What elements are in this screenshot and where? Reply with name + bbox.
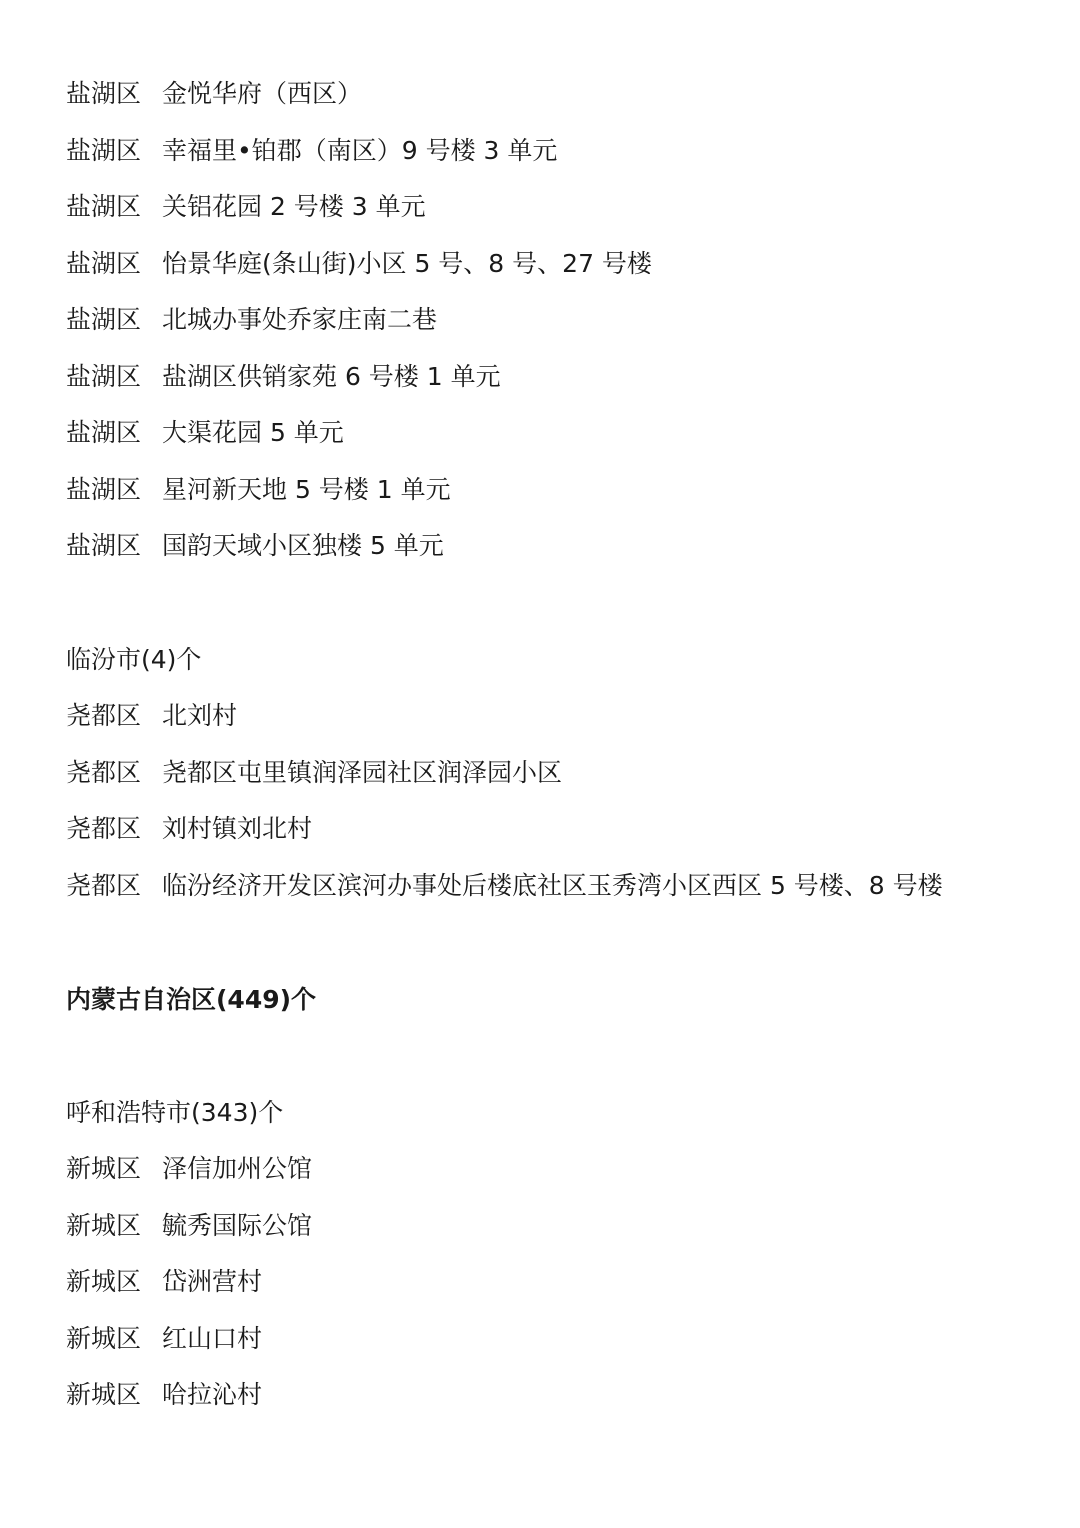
list-item [66,699,237,733]
district-name: 尧都区 [66,814,142,843]
address: 哈拉沁村 [162,1380,263,1409]
list-item [66,1209,312,1243]
address: 星河新天地 5 号楼 1 单元 [162,475,451,504]
address: 金悦华府（西区） [162,79,363,108]
district-name: 盐湖区 [66,475,142,504]
district-name: 新城区 [66,1154,142,1183]
list-item [66,190,426,224]
city-heading: 临汾市(4)个 [66,645,202,674]
district-name: 盐湖区 [66,305,142,334]
address: 红山口村 [162,1324,263,1353]
district-name: 盐湖区 [66,249,142,278]
district-name: 盐湖区 [66,362,142,391]
list-item [66,473,451,507]
list-item [66,1265,262,1299]
list-item [66,756,562,790]
list-item [66,1152,312,1186]
address: 国韵天域小区独楼 5 单元 [162,531,444,560]
district-name: 盐湖区 [66,79,142,108]
list-item [66,77,362,111]
district-name: 盐湖区 [66,418,142,447]
city-heading: 呼和浩特市(343)个 [66,1098,284,1127]
list-item [66,869,943,903]
list-item [66,1322,262,1356]
district-name: 尧都区 [66,871,142,900]
district-name: 盐湖区 [66,531,142,560]
list-item [66,812,312,846]
district-name: 盐湖区 [66,136,142,165]
list-item [66,247,652,281]
address: 北刘村 [162,701,238,730]
address: 尧都区屯里镇润泽园社区润泽园小区 [162,758,563,787]
list-item [66,1378,262,1412]
list-item [66,360,501,394]
district-name: 尧都区 [66,701,142,730]
district-name: 盐湖区 [66,192,142,221]
list-item [66,529,444,563]
district-name: 尧都区 [66,758,142,787]
province-heading: 内蒙古自治区(449)个 [66,985,317,1014]
address: 关铝花园 2 号楼 3 单元 [162,192,426,221]
address: 泽信加州公馆 [162,1154,313,1183]
list-item [66,134,557,168]
address: 幸福里•铂郡（南区）9 号楼 3 单元 [162,136,558,165]
address: 北城办事处乔家庄南二巷 [162,305,438,334]
address: 刘村镇刘北村 [162,814,313,843]
district-name: 新城区 [66,1324,142,1353]
district-name: 新城区 [66,1380,142,1409]
list-item [66,416,344,450]
address: 毓秀国际公馆 [162,1211,313,1240]
address: 盐湖区供销家苑 6 号楼 1 单元 [162,362,501,391]
address: 岱洲营村 [162,1267,263,1296]
address: 怡景华庭(条山街)小区 5 号、8 号、27 号楼 [162,249,652,278]
list-item [66,303,437,337]
address: 大渠花园 5 单元 [162,418,344,447]
district-name: 新城区 [66,1211,142,1240]
address: 临汾经济开发区滨河办事处后楼底社区玉秀湾小区西区 5 号楼、8 号楼 [162,871,943,900]
district-name: 新城区 [66,1267,142,1296]
